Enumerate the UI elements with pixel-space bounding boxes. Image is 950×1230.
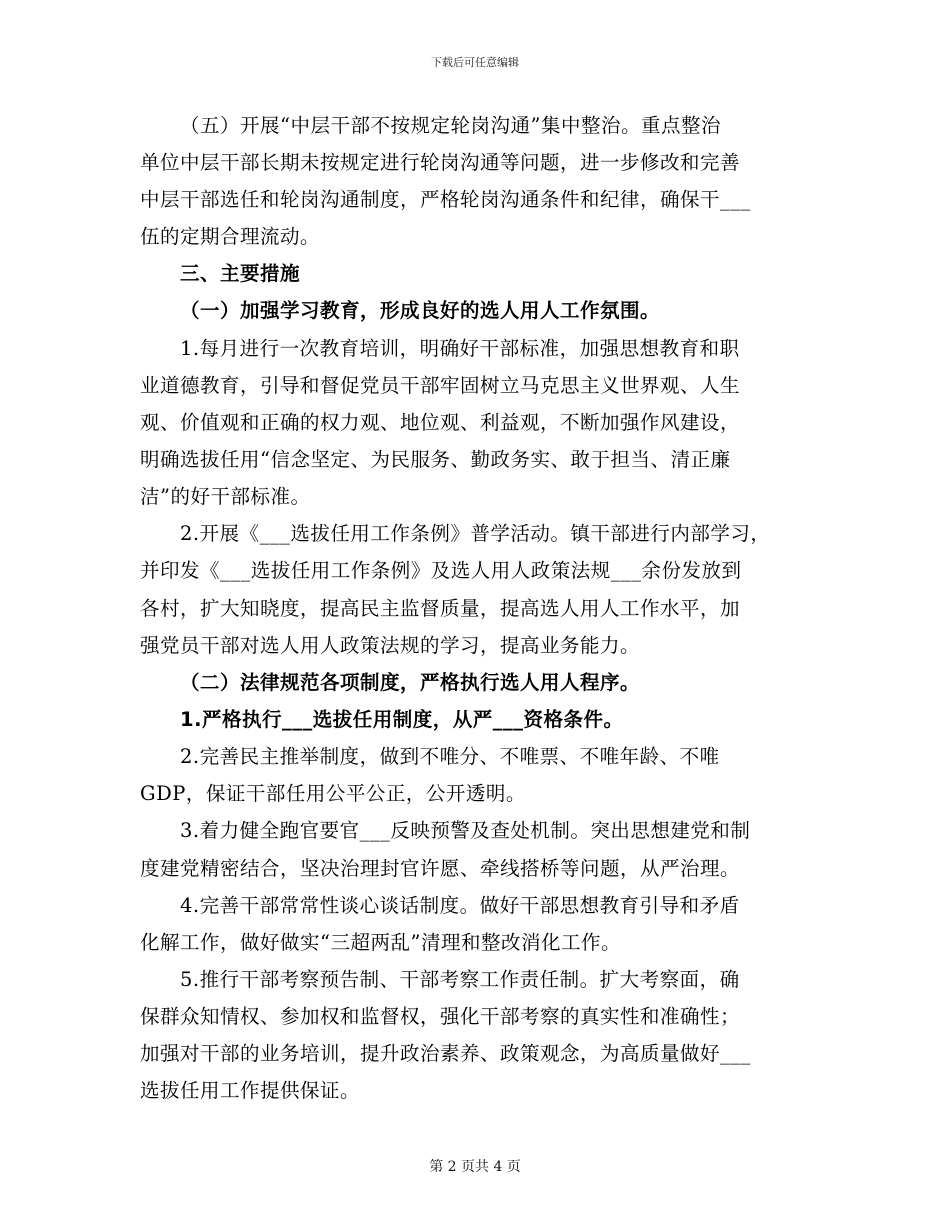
body-line: 5.推行干部考察预告制、干部考察工作责任制。扩大考察面，确	[180, 968, 740, 991]
body-line: 保群众知情权、参加权和监督权，强化干部考察的真实性和准确性；	[140, 1005, 741, 1028]
body-line: 伍的定期合理流动。	[140, 225, 321, 248]
page-header: 下载后可任意编辑	[431, 56, 519, 69]
body-line: 强党员干部对选人用人政策法规的学习，提高业务能力。	[140, 634, 641, 657]
body-line: 度建党精密结合，坚决治理封官许愿、牵线搭桥等问题，从严治理。	[140, 857, 741, 880]
body-line: （五）开展“中层干部不按规定轮岗沟通”集中整治。重点整治	[180, 114, 721, 137]
body-line: 3.着力健全跑官要官___反映预警及查处机制。突出思想建党和制	[180, 819, 751, 842]
body-line: 明确选拔任用“信念坚定、为民服务、勤政务实、敢于担当、清正廉	[140, 448, 731, 471]
body-line: GDP，保证干部任用公平公正，公开透明。	[140, 782, 526, 805]
body-line: 单位中层干部长期未按规定进行轮岗沟通等问题，进一步修改和完善	[140, 151, 741, 174]
body-line: 2.开展《___选拔任用工作条例》普学活动。镇干部进行内部学习，	[180, 522, 771, 545]
bold-item: 1.严格执行___选拔任用制度，从严___资格条件。	[180, 708, 624, 731]
body-line: 1.每月进行一次教育培训，明确好干部标准，加强思想教育和职	[180, 337, 740, 360]
body-line: 加强对干部的业务培训，提升政治素养、政策观念，为高质量做好___	[140, 1042, 751, 1065]
section-heading: 三、主要措施	[180, 262, 301, 285]
body-line: 各村，扩大知晓度，提高民主监督质量，提高选人用人工作水平，加	[140, 597, 741, 620]
body-line: 化解工作，做好做实“三超两乱”清理和整改消化工作。	[140, 931, 621, 954]
body-line: 业道德教育，引导和督促党员干部牢固树立马克思主义世界观、人生	[140, 374, 741, 397]
page-footer: 第 2 页共 4 页	[429, 1159, 521, 1175]
body-line: 洁”的好干部标准。	[140, 485, 311, 508]
subsection-heading: （一）加强学习教育，形成良好的选人用人工作氛围。	[180, 299, 661, 322]
body-line: 选拔任用工作提供保证。	[140, 1079, 361, 1102]
body-line: 4.完善干部常常性谈心谈话制度。做好干部思想教育引导和矛盾	[180, 894, 740, 917]
subsection-heading: （二）法律规范各项制度，严格执行选人用人程序。	[180, 671, 641, 694]
body-line: 2.完善民主推举制度，做到不唯分、不唯票、不唯年龄、不唯	[180, 745, 720, 768]
body-line: 并印发《___选拔任用工作条例》及选人用人政策法规___余份发放到	[140, 559, 742, 582]
body-line: 中层干部选任和轮岗沟通制度，严格轮岗沟通条件和纪律，确保干___	[140, 188, 751, 211]
body-line: 观、价值观和正确的权力观、地位观、利益观，不断加强作风建设，	[140, 411, 741, 434]
